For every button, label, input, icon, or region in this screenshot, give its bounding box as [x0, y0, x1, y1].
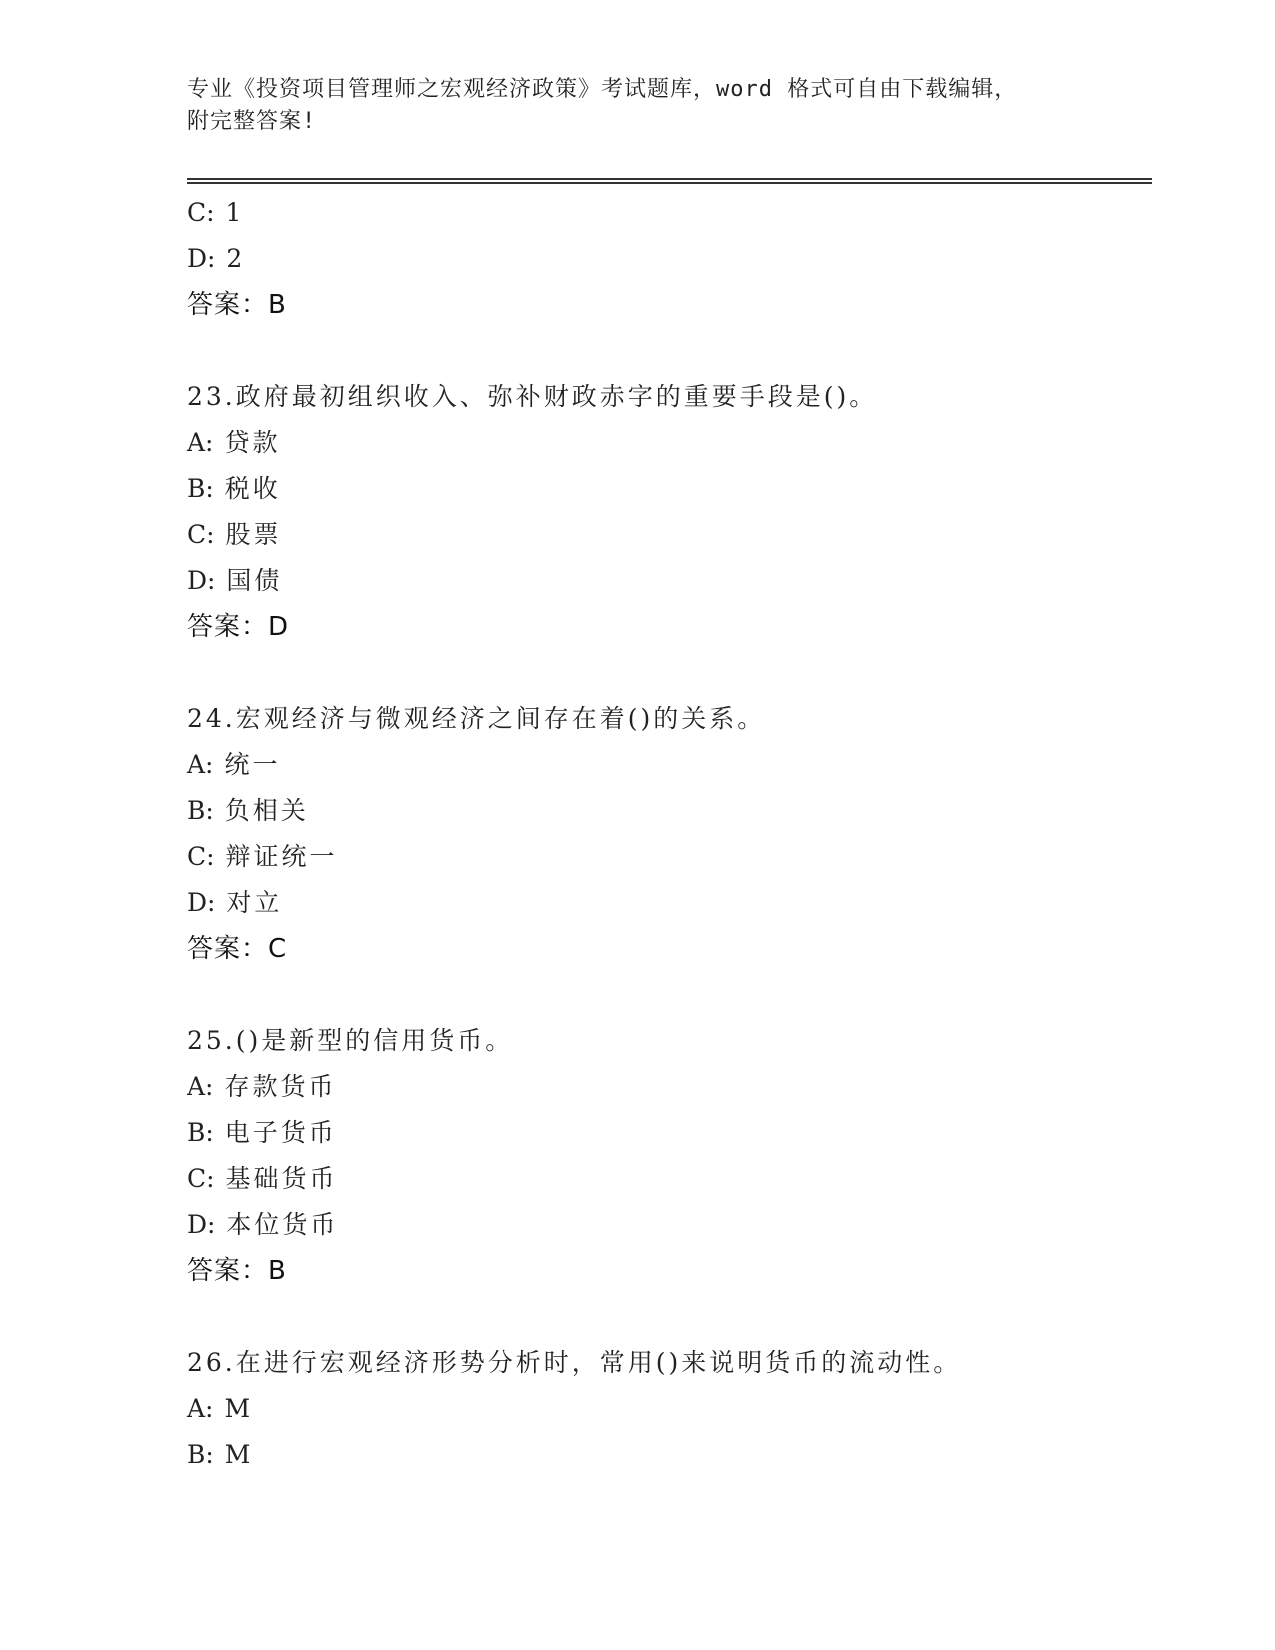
- option-d: D: 本位货币: [187, 1210, 339, 1239]
- question-stem: 23.政府最初组织收入、弥补财政赤字的重要手段是()。: [187, 382, 878, 411]
- header-line-1: 专业《投资项目管理师之宏观经济政策》考试题库，word 格式可自由下载编辑，: [187, 77, 1018, 102]
- option-d: D: 对立: [187, 888, 283, 917]
- option-b: B: 税收: [187, 474, 281, 503]
- question-list: [187, 190, 1152, 1478]
- option-a: A: 贷款: [187, 428, 281, 457]
- option-c: C: 1: [187, 198, 245, 227]
- option-d: D: 2: [187, 244, 246, 273]
- header-line-2: 附完整答案!: [187, 109, 317, 134]
- option-c: C: 辩证统一: [187, 842, 338, 871]
- option-a: A: 统一: [187, 750, 281, 779]
- question-stem: 24.宏观经济与微观经济之间存在着()的关系。: [187, 704, 766, 733]
- question-stem: 26.在进行宏观经济形势分析时，常用()来说明货币的流动性。: [187, 1348, 962, 1377]
- document-header: [187, 74, 1087, 138]
- question-23: [187, 374, 1152, 650]
- question-25: [187, 1018, 1152, 1294]
- answer-line: 答案：C: [187, 934, 288, 964]
- answer-line: 答案：D: [187, 612, 290, 642]
- option-d: D: 国债: [187, 566, 283, 595]
- question-stem: 25.()是新型的信用货币。: [187, 1026, 514, 1055]
- option-b: B: 电子货币: [187, 1118, 337, 1147]
- header-rule-bottom: [187, 182, 1152, 184]
- option-c: C: 股票: [187, 520, 282, 549]
- question-24: [187, 696, 1152, 972]
- header-rule-top: [187, 178, 1152, 180]
- question-22-tail: [187, 190, 1152, 328]
- option-a: A: M: [187, 1394, 254, 1423]
- option-b: B: M: [187, 1440, 254, 1469]
- answer-line: 答案：B: [187, 290, 287, 320]
- question-26: [187, 1340, 1152, 1478]
- option-c: C: 基础货币: [187, 1164, 338, 1193]
- option-b: B: 负相关: [187, 796, 309, 825]
- answer-line: 答案：B: [187, 1256, 287, 1286]
- option-a: A: 存款货币: [187, 1072, 337, 1101]
